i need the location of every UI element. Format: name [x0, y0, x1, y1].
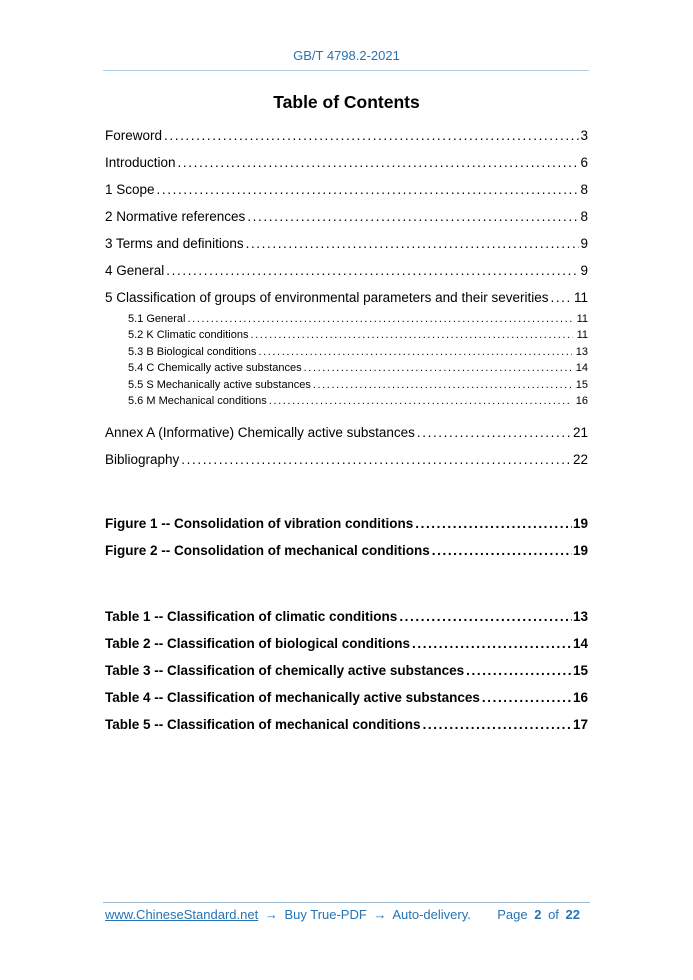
- toc-entry-page: 16: [575, 395, 588, 408]
- toc-leader-dots: [181, 446, 572, 473]
- footer-action-delivery: Auto-delivery.: [392, 907, 471, 922]
- toc-entry-page: 15: [575, 378, 588, 391]
- toc-entry-label: Table 5 -- Classification of mechanical conditions: [105, 717, 421, 733]
- toc-entry-label: Figure 2 -- Consolidation of mechanical conditions: [105, 543, 430, 559]
- toc-entry-page: 8: [580, 209, 588, 224]
- toc-entry: [105, 176, 588, 203]
- toc-entry: [105, 537, 588, 564]
- arrow-right-icon: →: [264, 907, 278, 922]
- toc-entry-page: 11: [576, 313, 588, 325]
- page-total: 22: [565, 907, 580, 922]
- toc-leader-dots: [247, 203, 579, 230]
- toc-entry: [105, 446, 588, 473]
- toc-entry-page: 9: [580, 236, 588, 251]
- toc-entry: [105, 603, 588, 630]
- toc-leader-dots: [412, 630, 572, 657]
- toc-entry-page: 11: [573, 290, 588, 305]
- toc-leader-dots: [250, 327, 572, 343]
- toc-entry-label: 5.1 General: [128, 313, 186, 325]
- toc-entry-page: 22: [572, 452, 588, 468]
- toc-leader-dots: [550, 284, 573, 311]
- toc-entry-page: 15: [572, 663, 588, 679]
- toc-entry: [105, 149, 588, 176]
- toc-entry-page: 17: [572, 717, 588, 733]
- toc-entry-page: 9: [580, 263, 588, 278]
- toc-entry-label: 1 Scope: [105, 182, 155, 197]
- toc-entry-label: Annex A (Informative) Chemically active substances: [105, 425, 415, 441]
- toc-leader-dots: [399, 603, 572, 630]
- toc-leader-dots: [482, 684, 572, 711]
- toc-title: Table of Contents: [273, 92, 420, 112]
- toc-entry-page: 16: [572, 690, 588, 706]
- toc-entry: [105, 311, 588, 327]
- toc-entry-label: Figure 1 -- Consolidation of vibration conditions: [105, 516, 414, 532]
- toc-leader-dots: [187, 311, 572, 327]
- toc-leader-dots: [258, 344, 571, 360]
- toc-leader-dots: [432, 537, 572, 564]
- toc-entry: [105, 122, 588, 149]
- of-label: of: [548, 907, 559, 922]
- toc-entry-label: 5 Classification of groups of environmental parameters and their severities: [105, 290, 549, 305]
- footer-website-link[interactable]: www.ChineseStandard.net: [105, 907, 259, 922]
- toc-entry-page: 13: [575, 345, 588, 358]
- page-label: Page: [497, 907, 528, 922]
- toc-entry-page: 19: [572, 543, 588, 559]
- toc-leader-dots: [269, 393, 572, 409]
- toc-entry-label: Table 3 -- Classification of chemically active substances: [105, 663, 465, 679]
- toc-entry-label: 4 General: [105, 263, 165, 278]
- toc-entry: [105, 203, 588, 230]
- toc-entry: [105, 684, 588, 711]
- toc-entry: [105, 284, 588, 311]
- toc-leader-dots: [166, 257, 579, 284]
- toc-entry-label: Table 2 -- Classification of biological conditions: [105, 636, 411, 652]
- toc-leader-dots: [417, 419, 572, 446]
- arrow-right-icon: →: [373, 907, 387, 922]
- toc-leader-dots: [466, 657, 572, 684]
- toc-leader-dots: [304, 360, 572, 376]
- toc-entry: [105, 257, 588, 284]
- toc-entry-label: Table 4 -- Classification of mechanically active substances: [105, 690, 480, 706]
- toc-entry-label: 5.6 M Mechanical conditions: [128, 395, 267, 408]
- toc-entry-page: 19: [572, 516, 588, 532]
- toc-entry-label: 3 Terms and definitions: [105, 236, 244, 251]
- toc-entry-label: Introduction: [105, 155, 176, 170]
- toc-entry-page: 14: [575, 362, 588, 375]
- toc-figures-list: [105, 510, 588, 564]
- toc-entry-label: Table 1 -- Classification of climatic conditions: [105, 609, 398, 625]
- footer-promo: [105, 906, 471, 923]
- toc-leader-dots: [415, 510, 572, 537]
- toc-entry-label: 5.3 B Biological conditions: [128, 345, 257, 358]
- toc-entry-page: 8: [580, 182, 588, 197]
- doc-number: GB/T 4798.2-2021: [293, 48, 400, 63]
- toc-entry-page: 13: [572, 609, 588, 625]
- header-rule: [103, 70, 589, 71]
- page-footer: [103, 902, 590, 923]
- toc-leader-dots: [178, 149, 580, 176]
- toc-leader-dots: [164, 122, 579, 149]
- toc-main-list: [105, 122, 588, 473]
- toc-leader-dots: [423, 711, 572, 738]
- page-header: [0, 0, 693, 71]
- toc-entry: [105, 393, 588, 409]
- toc-entry-page: 21: [572, 425, 588, 441]
- footer-action-buy: Buy True-PDF: [284, 907, 367, 922]
- toc-entry: [105, 419, 588, 446]
- toc-tables-list: [105, 603, 588, 738]
- toc-entry-label: Bibliography: [105, 452, 180, 468]
- toc-entry-label: 2 Normative references: [105, 209, 246, 224]
- toc-leader-dots: [313, 377, 572, 393]
- toc-entry: [105, 657, 588, 684]
- toc-entry: [105, 230, 588, 257]
- toc-entry: [105, 360, 588, 376]
- footer-page-indicator: [494, 906, 580, 923]
- toc-entry: [105, 711, 588, 738]
- toc-entry: [105, 377, 588, 393]
- page-current: 2: [534, 907, 542, 922]
- toc-leader-dots: [157, 176, 580, 203]
- toc-entry-label: 5.2 K Climatic conditions: [128, 329, 249, 342]
- toc-entry-page: 6: [580, 155, 588, 170]
- toc-entry-page: 14: [572, 636, 588, 652]
- toc-entry-page: 11: [576, 329, 588, 342]
- toc-entry-label: 5.5 S Mechanically active substances: [128, 378, 311, 391]
- toc-entry-label: Foreword: [105, 128, 163, 143]
- toc-entry: [105, 327, 588, 343]
- toc-entry: [105, 630, 588, 657]
- toc-entry-label: 5.4 C Chemically active substances: [128, 362, 302, 375]
- toc-entry-page: 3: [580, 128, 588, 143]
- toc-entry: [105, 510, 588, 537]
- toc-entry: [105, 344, 588, 360]
- toc-leader-dots: [246, 230, 580, 257]
